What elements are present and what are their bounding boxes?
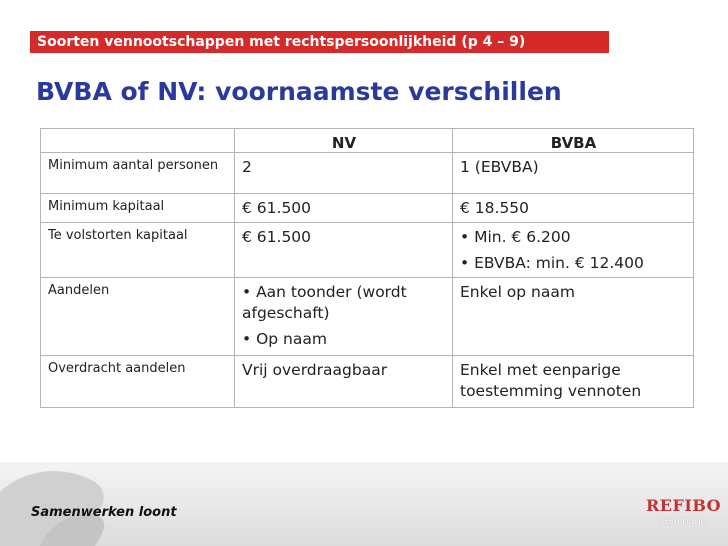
footer-decoration — [0, 462, 728, 546]
table-row — [41, 356, 694, 408]
table-row — [41, 153, 694, 194]
cell-text: Vrij overdraagbaar — [242, 361, 388, 379]
cell-text: Enkel met eenparige toestemming vennoten — [460, 361, 642, 400]
cell-nv — [235, 223, 453, 278]
table-row — [41, 194, 694, 223]
table-row — [41, 278, 694, 356]
cell-bvba — [453, 223, 694, 278]
cell-text: 2 — [242, 158, 252, 176]
bullet-item: • Min. € 6.200 — [460, 228, 571, 246]
logo-subtitle: seminarie — [659, 515, 707, 527]
bullet-item: • EBVBA: min. € 12.400 — [460, 254, 644, 272]
cell-text: Enkel op naam — [460, 283, 575, 301]
brand-logo — [646, 497, 720, 527]
cell-bvba — [453, 153, 694, 194]
cell-bvba — [453, 356, 694, 408]
cell-text: € 18.550 — [460, 199, 530, 217]
section-banner: Soorten vennootschappen met rechtspersoonlijkheid (p 4 – 9) — [30, 31, 609, 53]
cell-text: 1 (EBVBA) — [460, 158, 539, 176]
cell-bvba — [453, 194, 694, 223]
logo-wordmark: REFIBO — [646, 496, 722, 515]
cell-text: € 61.500 — [242, 199, 312, 217]
row-label: Aandelen — [41, 278, 235, 356]
bullet-item: • Aan toonder (wordt afgeschaft) — [242, 283, 407, 322]
cell-text: € 61.500 — [242, 228, 312, 246]
cell-bvba — [453, 278, 694, 356]
column-header-bvba: BVBA — [453, 129, 694, 153]
cell-nv — [235, 356, 453, 408]
row-label: Overdracht aandelen — [41, 356, 235, 408]
comparison-table — [40, 128, 694, 408]
footer-slogan: Samenwerken loont — [31, 505, 177, 520]
row-label: Minimum kapitaal — [41, 194, 235, 223]
cell-nv — [235, 278, 453, 356]
row-label: Minimum aantal personen — [41, 153, 235, 194]
column-header-nv: NV — [235, 129, 453, 153]
bullet-item: • Op naam — [242, 330, 327, 348]
page-title: BVBA of NV: voornaamste verschillen — [36, 77, 562, 106]
statue-silhouette-icon — [0, 462, 728, 546]
column-header-empty — [41, 129, 235, 153]
cell-nv — [235, 194, 453, 223]
row-label: Te volstorten kapitaal — [41, 223, 235, 278]
table-header-row — [41, 129, 694, 153]
cell-nv — [235, 153, 453, 194]
table-row — [41, 223, 694, 278]
